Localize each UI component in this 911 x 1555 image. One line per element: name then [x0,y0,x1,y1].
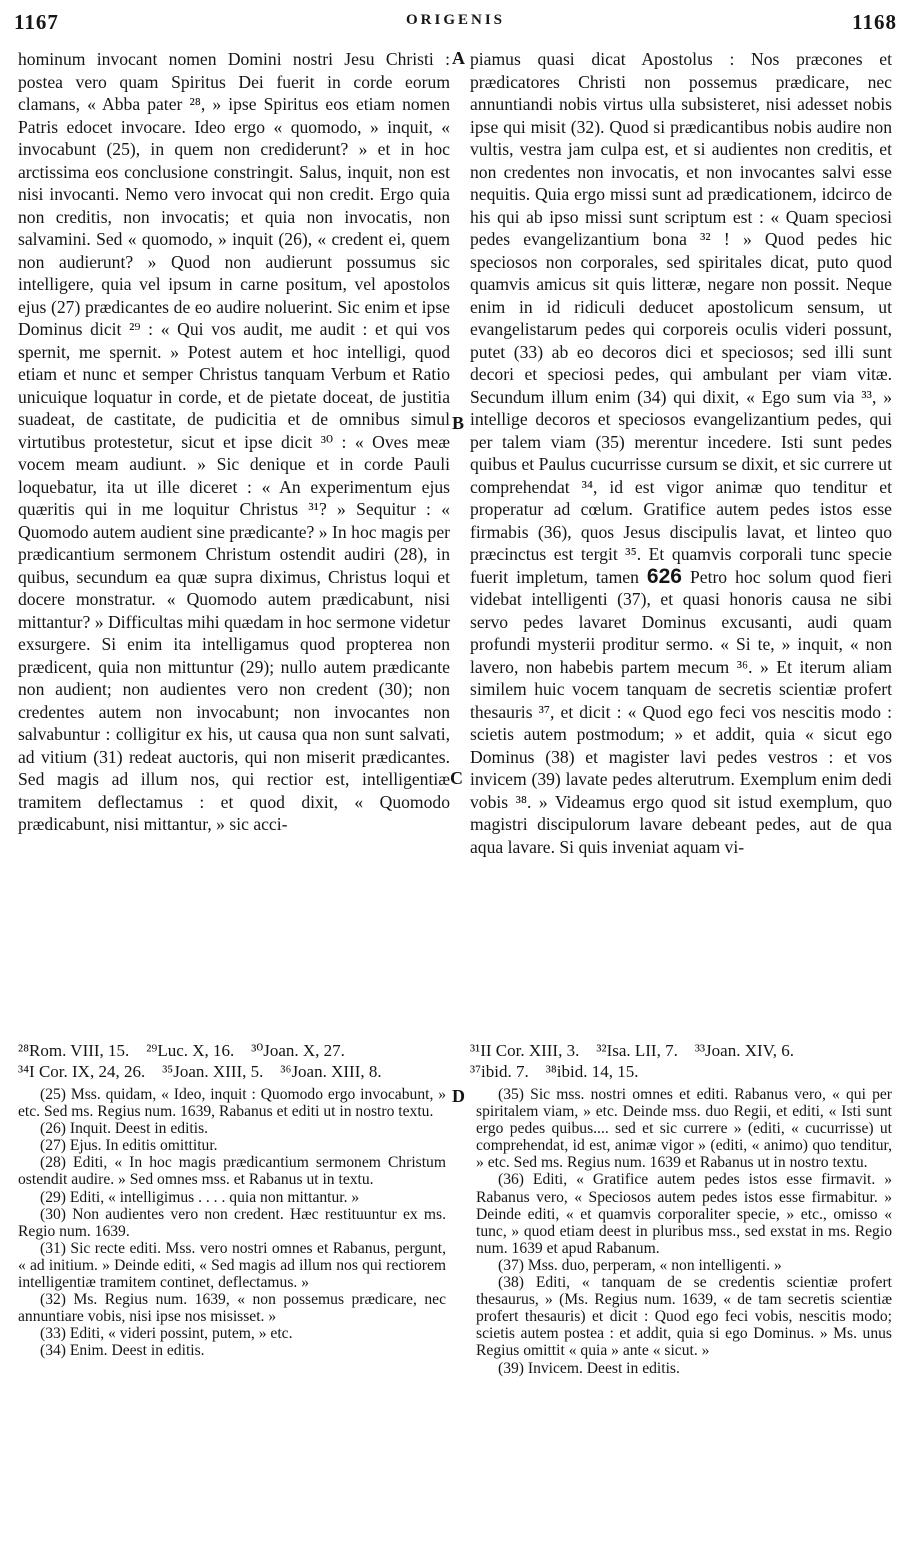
right-text-column [470,48,892,858]
ref-text: Joan. X, 27. [263,1041,345,1060]
note-item: (39) Invicem. Deest in editis. [498,1359,680,1377]
ref-text: II Cor. XIII, 3. [480,1041,580,1060]
note-item: (35) Sic mss. nostri omnes et editi. Rabanus vero, « qui per spiritalem viam, » etc. Deinde mss. duo Regii, et editi, « Isti sunt ergo pedes quibus.... sed et sic currere » (editi, « cucurrisse) ut comprehendat, id est, animæ vigor » (editi, « animo) quo tenditur, » etc. Sed ms. Regius num. 1639 et Rabanus ut in nostro textu. [476,1086,892,1172]
ref-sup: ³⁷ [470,1062,482,1081]
note-item: (38) Editi, « tanquam de se credentis scientiæ profert thesaurus, » (Ms. Regius num. 1639, « de tam secretis scientiæ profert thesauris) et dicit : Quod ego feci vobis, nescitis modo; scietis autem postea : et addit, quia si ego Dominus. » Ms. unus Regius omittit « quia » ante « sicut. » [476,1274,892,1360]
ref-sup: ³² [596,1041,607,1060]
note-item: (34) Enim. Deest in editis. [40,1342,205,1360]
note-item: (37) Mss. duo, perperam, « non intelligenti. » [498,1256,782,1274]
page-header [14,10,897,40]
ref-text: I Cor. IX, 24, 26. [29,1062,146,1081]
ref-text: Joan. XIII, 5. [173,1062,264,1081]
ref-sup: ³⁸ [545,1062,557,1081]
margin-marker-a: A [452,48,465,68]
note-item: (25) Mss. quidam, « Ideo, inquit : Quomodo ergo invocabunt, » etc. Sed ms. Regius num. 1639, Rabanus et editi ut in nostro textu. [18,1086,446,1121]
note-item: (32) Ms. Regius num. 1639, « non possemus prædicare, nec annuntiare vobis, nisi ipse nos misisset. » [18,1291,446,1326]
margin-marker-d: D [452,1086,465,1106]
ref-text: Luc. X, 16. [157,1041,235,1060]
right-column-text-after: Petro hoc solum quod fieri videbat intelligenti (37), et quasi honoris causa ne sibi servo pedes lavaret Dominus excusanti, audi quam profundi mysterii proditur sermo. « Si te, » inquit, « non lavero, non habebis partem mecum ³⁶. » Et iterum aliam similem huic vocem tanquam de secretis scientiæ profert thesauris ³⁷, et dicit : « Quod ego feci vos nescitis modo : scietis autem postmodum; » et addit, quia « sicut ego Dominus (38) et magister lavi pedes vestros : et vos invicem (39) lavate pedes alterutrum. Exemplum enim dedi vobis ³⁸. » Videamus ergo quod sit istud exemplum, quo magistri discipulorum lavare debeant pedes, aut de qua aqua lavare. Si quis inveniat aquam vi- [470,566,892,857]
margin-marker-b: B [452,413,465,433]
ref-sup: ³³ [694,1041,706,1060]
right-column-text-before: piamus quasi dicat Apostolus : Nos præcones et prædicatores Christi non possemus prædicare, nec annuntiandi nobis virtus ulla subsisteret, nisi adesset nobis ipse qui misit (32). Quod si prædicantibus nobis audire non vultis, vestra jam culpa est, et si audientes non creditis, et non credentes non invocatis, et non invocantes salvi esse nequitis. Quia ergo missi sunt ad prædicationem, idcirco de his qui ab ipso missi sunt scriptum est : « Quam speciosi pedes evangelizantium bona ³² ! » Quod pedes hic speciosos non corporales, sed spiritales dicat, puto quod quamvis amicus sit quis litteræ, negare non possit. Neque enim in id ridiculi deducet apostolicum sensum, ut evangelistarum pedes qui corporeis oculis videri possunt, putet (33) ab eo decoros dici et speciosos; sed illi sunt decori et speciosi pedes, qui ambulant per viam vitæ. Secundum illum enim (34) qui dixit, « Ego sum via ³³, » intellige decoros et speciosos evangelizantium pedes, qui per talem viam (35) merentur incedere. Isti sunt pedes quibus et Paulus cucurrisse cursum se dixit, et sic currere ut comprehendat ³⁴, id est vigor animæ quo tenditur et properatur ad cœlum. Gratifice autem pedes istos esse firmabis (36), quos Jesus discipulis lavat, et linteo quo præcinctus est tergit ³⁵. Et quamvis corporali tunc specie fuerit impletum, tamen [470,49,892,587]
right-column-paragraph [470,48,892,858]
margin-marker-c: C [450,768,463,788]
ref-sup: ³⁶ [280,1062,292,1081]
note-item: (31) Sic recte editi. Mss. vero nostri omnes et Rabanus, pergunt, « ad initium. » Deinde editi, « Sed magis ad illum nos qui rectiorem intelligentiæ tramitem continet, deflectamus. » [18,1239,446,1292]
left-column-paragraph: hominum invocant nomen Domini nostri Jesu Christi : postea vero quam Spiritus Dei fuerit in corde eorum clamans, « Abba pater ²⁸, » ipse Spiritus eos etiam nomen Patris edocet invocare. Ideo ergo « quomodo, » inquit, « invocabunt (25), in quem non crediderunt? » et in hoc arctissima eos conclusione constringit. Salus, inquit, non est nisi invocanti. Nemo vero invocat qui non credit. Ergo quia non creditis, non invocatis; et quia non invocatis, non salvamini. Sed « quomodo, » inquit (26), « credent ei, quem non audierunt? » Quod non audierunt possumus sic intelligere, quia vel ipsum in carne positum, vel apostolos ejus (27) prædicantes de eo audire noluerint. Sic enim et ipse Dominus dicit ²⁹ : « Qui vos audit, me audit : et qui vos spernit, me spernit. » Potest autem et hoc intelligi, quod etiam et nunc et semper Christus tanquam Verbum et Ratio unicuique loquatur in corde, et de pietate doceat, de justitia suadeat, de castitate, de pudicitia et de omnibus simul virtutibus protestetur, sicut et ipse dicit ³⁰ : « Oves meæ vocem meam audiunt. » Sic denique et in corde Pauli loquebatur, ita ut ille diceret : « An experimentum ejus quæritis qui in me loquitur Christus ³¹? » Sequitur : « Quomodo autem audient sine prædicante? » In hoc magis per prædicantium sermonem Christum ostendit audiri (28), in quibus, secundum ea quæ supra diximus, Christus loqui et docere monstratur. « Quomodo autem prædicabunt, nisi mittantur? » Difficultas mihi quædam in hoc sermone videtur exsurgere. Si enim ita intelligamus quod propterea non prædicent, quia non mittuntur (29); nullo autem prædicante non audient; non audientes vero non credent (30); non credentes autem non invocabunt; non invocantes non salvabuntur : colligitur ex his, ut causa qua non sunt salvati, ad vitium (31) redeat auctoris, qui non miserit prædicantes. Sed magis ad illum nos, qui rectior est, intelligentiæ tramitem deflectamus : et quod dixit, « Quomodo prædicabunt, nisi mittantur, » sic acci- [18,49,450,834]
ref-sup: ³⁵ [162,1062,174,1081]
critical-notes-left [18,1086,446,1360]
page-number-left: 1167 [14,10,59,34]
ref-text: ibid. 7. [481,1062,529,1081]
scripture-references-row-2b [470,1061,638,1083]
ref-sup: ²⁸ [18,1041,30,1060]
ref-text: Joan. XIV, 6. [705,1041,794,1060]
note-item: (29) Editi, « intelligimus . . . . quia non mittantur. » [40,1188,360,1206]
scripture-references-row-2 [18,1061,382,1083]
ref-text: Joan. XIII, 8. [291,1062,382,1081]
page-number-right: 1168 [852,10,897,34]
note-item: (33) Editi, « videri possint, putem, » etc. [40,1325,293,1343]
ref-text: ibid. 14, 15. [556,1062,639,1081]
note-item: (27) Ejus. In editis omittitur. [40,1137,218,1155]
ref-text: Isa. LII, 7. [606,1041,678,1060]
ref-sup: ³¹ [470,1041,481,1060]
ref-text: Rom. VIII, 15. [29,1041,130,1060]
ref-sup: ³⁰ [251,1041,264,1060]
running-title: ORIGENIS [405,12,506,28]
note-item: (26) Inquit. Deest in editis. [40,1120,209,1138]
ref-sup: ²⁹ [146,1041,158,1060]
scripture-references-row-1b [470,1040,794,1062]
note-item: (28) Editi, « In hoc magis prædicantium sermonem Christum ostendit audire. » Sed omnes mss. et Rabanus ut in textu. [18,1154,446,1189]
note-item: (36) Editi, « Gratifice autem pedes istos esse firmavit. » Rabanus vero, « Speciosos autem pedes istos esse firmabitur. » Deinde editi, « et quamvis corporaliter specie, » etc., omisso « tunc, » quod etiam deest in pluribus mss., sed exstat in ms. Regio num. 1639 et apud Rabanum. [476,1171,892,1257]
critical-notes-right [476,1086,892,1377]
ref-sup: ³⁴ [18,1062,30,1081]
scripture-references-row-1 [18,1040,345,1062]
note-item: (30) Non audientes vero non credent. Hæc restituuntur ex ms. Regio num. 1639. [18,1205,446,1240]
left-text-column [18,48,450,836]
column-number: 626 [646,564,682,588]
